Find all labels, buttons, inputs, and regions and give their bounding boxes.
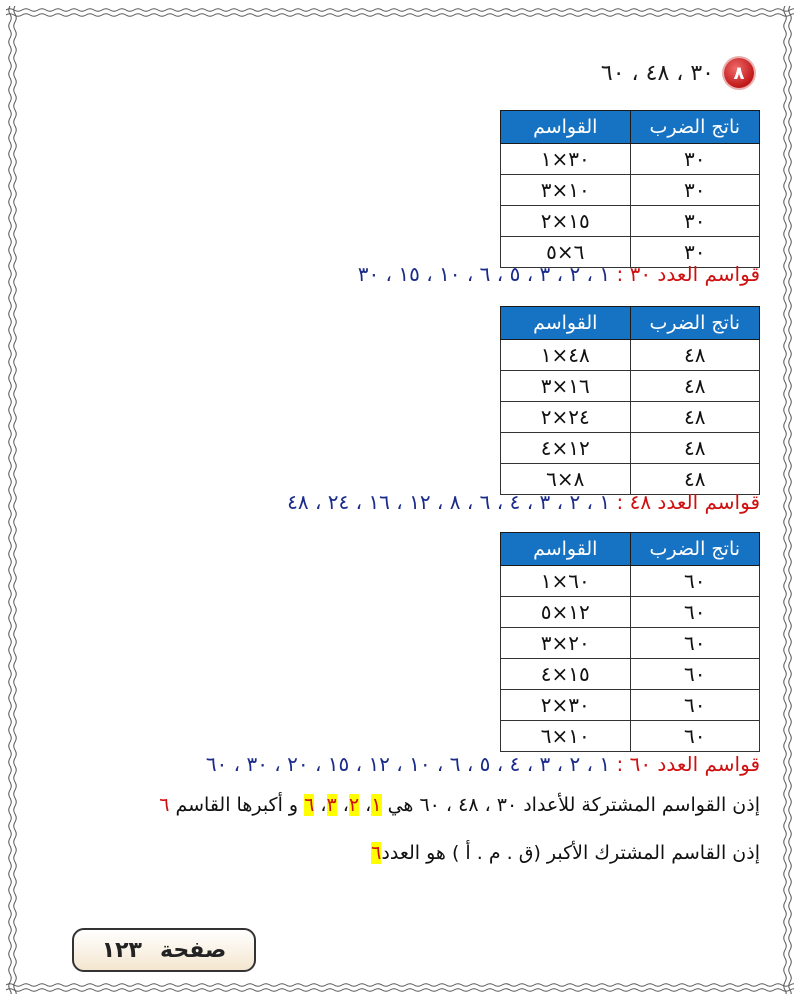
factors-cell: ٦٠×١: [501, 566, 631, 597]
table-row: [501, 371, 760, 402]
conclusion-text: و أكبرها القاسم: [169, 794, 305, 816]
table-header-factors: القواسم: [501, 533, 631, 566]
summary-values: ١ ، ٢ ، ٣ ، ٤ ، ٥ ، ٦ ، ١٠ ، ١٢ ، ١٥ ، ٢٠ ، ٣٠ ، ٦٠: [205, 752, 617, 776]
product-cell: ٤٨: [630, 371, 760, 402]
factors-cell: ٦×٥: [501, 237, 631, 268]
product-cell: ٤٨: [630, 340, 760, 371]
factors-cell: ١٠×٣: [501, 175, 631, 206]
gcf-conclusion: [371, 842, 760, 864]
table-row: [501, 721, 760, 752]
problem-number-badge: ٨: [724, 58, 754, 88]
product-cell: ٦٠: [630, 597, 760, 628]
product-cell: ٦٠: [630, 628, 760, 659]
product-cell: ٦٠: [630, 659, 760, 690]
page-label: صفحة: [160, 937, 227, 963]
table-header-factors: القواسم: [501, 111, 631, 144]
factors-summary-30: [358, 262, 760, 286]
table-row: [501, 597, 760, 628]
product-cell: ٤٨: [630, 402, 760, 433]
common-factor: ٣: [326, 794, 337, 816]
factors-cell: ٢٠×٣: [501, 628, 631, 659]
summary-values: ١ ، ٢ ، ٣ ، ٥ ، ٦ ، ١٠ ، ١٥ ، ٣٠: [357, 262, 617, 286]
factors-cell: ١٥×٢: [501, 206, 631, 237]
factors-cell: ٨×٦: [501, 464, 631, 495]
factors-cell: ١٠×٦: [501, 721, 631, 752]
summary-label: قواسم العدد ٣٠ :: [616, 262, 760, 286]
product-cell: ٤٨: [630, 464, 760, 495]
summary-label: قواسم العدد ٤٨ :: [616, 490, 760, 514]
product-cell: ٤٨: [630, 433, 760, 464]
table-header-factors: القواسم: [501, 307, 631, 340]
table-header-product: ناتج الضرب: [630, 111, 760, 144]
table-row: [501, 659, 760, 690]
separator: ،: [359, 794, 372, 816]
factors-cell: ٣٠×١: [501, 144, 631, 175]
product-cell: ٦٠: [630, 721, 760, 752]
factors-cell: ١٢×٥: [501, 597, 631, 628]
summary-values: ١ ، ٢ ، ٣ ، ٤ ، ٦ ، ٨ ، ١٢ ، ١٦ ، ٢٤ ، ٤٨: [287, 490, 617, 514]
factors-cell: ١٢×٤: [501, 433, 631, 464]
problem-heading: [601, 58, 754, 88]
product-cell: ٣٠: [630, 237, 760, 268]
factors-table-30: [500, 110, 760, 268]
product-cell: ٣٠: [630, 144, 760, 175]
largest-factor: ٦: [159, 794, 170, 816]
separator: ،: [336, 794, 349, 816]
gcf-value: ٦: [371, 842, 382, 864]
separator: ،: [314, 794, 327, 816]
problem-text: ٣٠ ، ٤٨ ، ٦٠: [600, 60, 714, 86]
product-cell: ٣٠: [630, 175, 760, 206]
factors-cell: ١٥×٤: [501, 659, 631, 690]
common-factors-conclusion: [159, 794, 760, 816]
factors-cell: ٤٨×١: [501, 340, 631, 371]
summary-label: قواسم العدد ٦٠ :: [616, 752, 760, 776]
common-factor: ٦: [304, 794, 315, 816]
product-cell: ٣٠: [630, 206, 760, 237]
product-cell: ٦٠: [630, 566, 760, 597]
gcf-text: إذن القاسم المشترك الأكبر (ق . م . أ ) هو العدد: [381, 842, 760, 864]
common-factor: ٢: [348, 794, 360, 816]
factors-summary-60: [206, 752, 760, 776]
factors-cell: ٣٠×٢: [501, 690, 631, 721]
factors-table-48: [500, 306, 760, 495]
table-row: [501, 340, 760, 371]
table-row: [501, 144, 760, 175]
factors-summary-48: [287, 490, 760, 514]
product-cell: ٦٠: [630, 690, 760, 721]
table-row: [501, 433, 760, 464]
table-row: [501, 690, 760, 721]
table-row: [501, 566, 760, 597]
table-row: [501, 206, 760, 237]
factors-cell: ٢٤×٢: [501, 402, 631, 433]
table-header-product: ناتج الضرب: [630, 307, 760, 340]
table-row: [501, 402, 760, 433]
table-header-product: ناتج الضرب: [630, 533, 760, 566]
table-row: [501, 628, 760, 659]
factors-cell: ١٦×٣: [501, 371, 631, 402]
page-number: ١٢٣: [101, 937, 142, 963]
page-number-box: [72, 928, 256, 972]
factors-table-60: [500, 532, 760, 752]
table-row: [501, 175, 760, 206]
conclusion-text: إذن القواسم المشتركة للأعداد ٣٠ ، ٤٨ ، ٦٠ هي: [381, 794, 760, 816]
common-factor: ١: [371, 794, 382, 816]
